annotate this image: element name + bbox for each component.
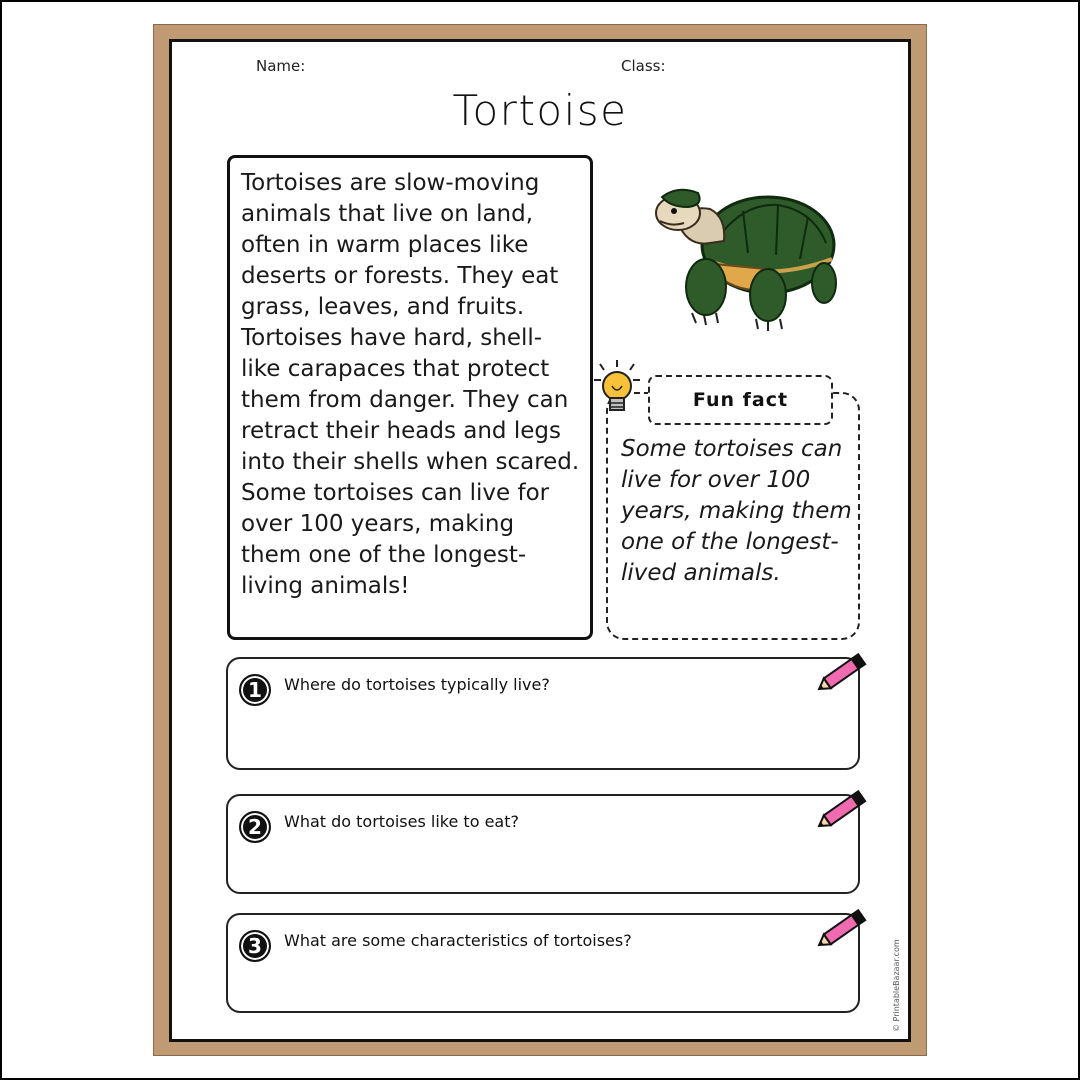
reading-passage-text: Tortoises are slow-moving animals that live on land, often in warm places like deserts or forests. They eat grass, leaves, and fruits. Tortoises have hard, shell-like carapaces that protect them from danger. They can retract their heads and legs into their shells when scared. Some tortoises can live for over 100 years, making them one of the longest-living animals! [241, 170, 580, 599]
class-label: Class: [621, 57, 666, 75]
fun-fact-text: Some tortoises can live for over 100 years, making them one of the longest-lived animals. [621, 436, 852, 586]
fun-fact-label: Fun fact [648, 375, 833, 425]
question-3-answer-box[interactable] [226, 913, 860, 1013]
question-number-badge: 2 [239, 811, 271, 843]
page-title: Tortoise [452, 86, 628, 135]
copyright-text: © PrintableBazaar.com [892, 939, 901, 1032]
pencil-icon [814, 649, 870, 697]
question-2-text: What do tortoises like to eat? [284, 812, 519, 831]
pencil-icon [814, 905, 870, 953]
question-1-text: Where do tortoises typically live? [284, 675, 550, 694]
question-2-answer-box[interactable] [226, 794, 860, 894]
question-number-badge: 1 [239, 674, 271, 706]
lightbulb-icon [592, 358, 642, 428]
name-label: Name: [256, 57, 306, 75]
tortoise-illustration [648, 183, 840, 333]
question-1-answer-box[interactable] [226, 657, 860, 770]
pencil-icon [814, 786, 870, 834]
question-3-text: What are some characteristics of tortoises? [284, 931, 632, 950]
reading-passage-box [227, 155, 593, 640]
question-number-badge: 3 [239, 930, 271, 962]
